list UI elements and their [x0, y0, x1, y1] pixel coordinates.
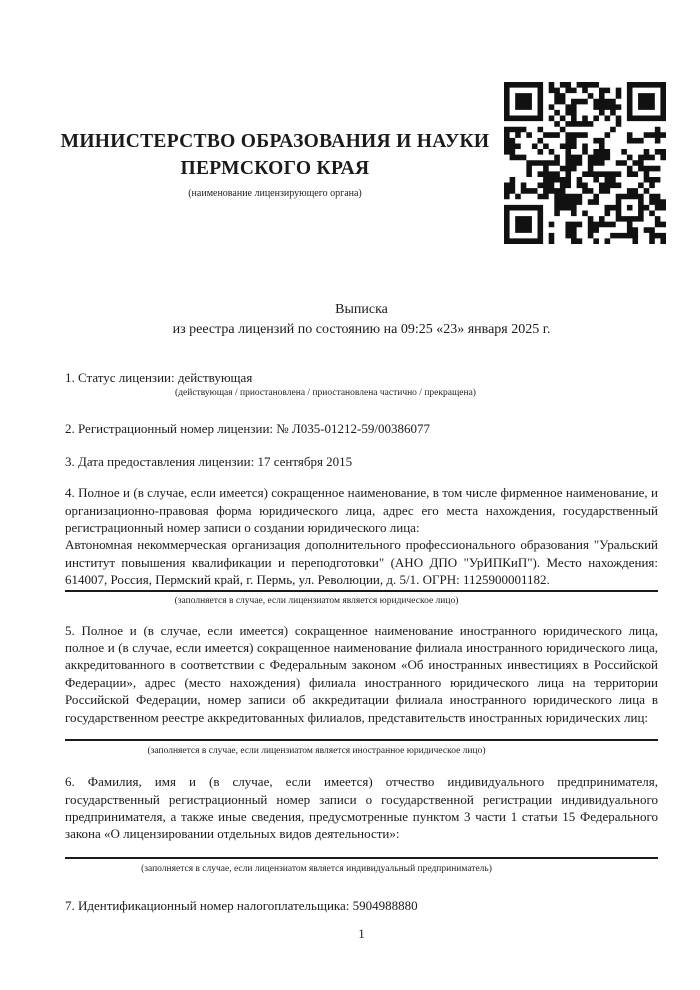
item-4-label: 4. Полное и (в случае, если имеется) сокращенное наименование, в том числе фирменное наименование, и организационно-правовая форма юридического лица, адрес его места нахождения, государственный регистрационный номер записи о создании юридического лица: [65, 485, 658, 536]
item-1-license-status: 1. Статус лицензии: действующая [65, 370, 253, 385]
document-body [65, 300, 658, 914]
document-title-line1: Выписка [335, 302, 388, 317]
item-7-taxpayer-number: 7. Идентификационный номер налогоплательщика: 5904988880 [65, 897, 418, 913]
item-4-value: Автономная некоммерческая организация дополнительного профессионального образования "Уральский институт повышения квалификации и переподготовки" (АНО ДПО "УрИПКиП"). Место нахождения: 614007, Россия, Пермский край, г. Пермь, ул. Революции, д. 5/1. ОГРН: 1125900001182. [65, 537, 658, 588]
item-4-fill-note-legal-entity: (заполняется в случае, если лицензиатом является юридическое лицо) [174, 595, 459, 606]
item-6-fill-note-entrepreneur: (заполняется в случае, если лицензиатом является индивидуальный предприниматель) [141, 863, 492, 874]
item-5-fill-line [65, 739, 658, 741]
item-2-registration-number: 2. Регистрационный номер лицензии: № Л035-01212-59/00386077 [65, 421, 431, 437]
ministry-name-line2: ПЕРМСКОГО КРАЯ [180, 158, 370, 179]
ministry-name-line1: МИНИСТЕРСТВО ОБРАЗОВАНИЯ И НАУКИ [60, 131, 490, 152]
item-6-entrepreneur-text: 6. Фамилия, имя и (в случае, если имеется) отчество индивидуального предпринимателя, государственный регистрационный номер записи о государственной регистрации индивидуального предпринимателя, а также иные сведения, предусмотренные пунктом 3 части 1 статьи 15 Федерального закона «О лицензировании отдельных видов деятельности»: [65, 774, 658, 842]
ministry-name-note: (наименование лицензирующего органа) [188, 188, 362, 199]
item-5-foreign-entity-text: 5. Полное и (в случае, если имеется) сокращенное наименование иностранного юридического лица, полное и (в случае, если имеется) сокращенное наименование филиала иностранного юридического лица, аккредитованного в соответствии с Федеральным законом «Об иностранных инвестициях в Российской Федерации», адрес (место нахождения) филиала иностранного юридического лица на территории Российской Федерации, номер записи об аккредитации филиала иностранного юридического лица в государственном реестре аккредитованных филиалов, представительств иностранных юридических лиц: [65, 622, 658, 725]
item-6-fill-line [65, 857, 658, 859]
item-1-status-options-note: (действующая / приостановлена / приостановлена частично / прекращена) [175, 388, 476, 399]
item-4-legal-entity-block [65, 484, 658, 591]
page-number: 1 [358, 926, 365, 941]
qr-code-icon [504, 82, 666, 244]
item-5-fill-note-foreign-entity: (заполняется в случае, если лицензиатом является иностранное юридическое лицо) [147, 746, 486, 757]
licensing-authority-header [60, 128, 490, 200]
document-title-line2: из реестра лицензий по состоянию на 09:25 «23» января 2025 г. [172, 321, 551, 337]
item-3-grant-date: 3. Дата предоставления лицензии: 17 сентября 2015 [65, 453, 353, 469]
document-title [65, 300, 658, 339]
